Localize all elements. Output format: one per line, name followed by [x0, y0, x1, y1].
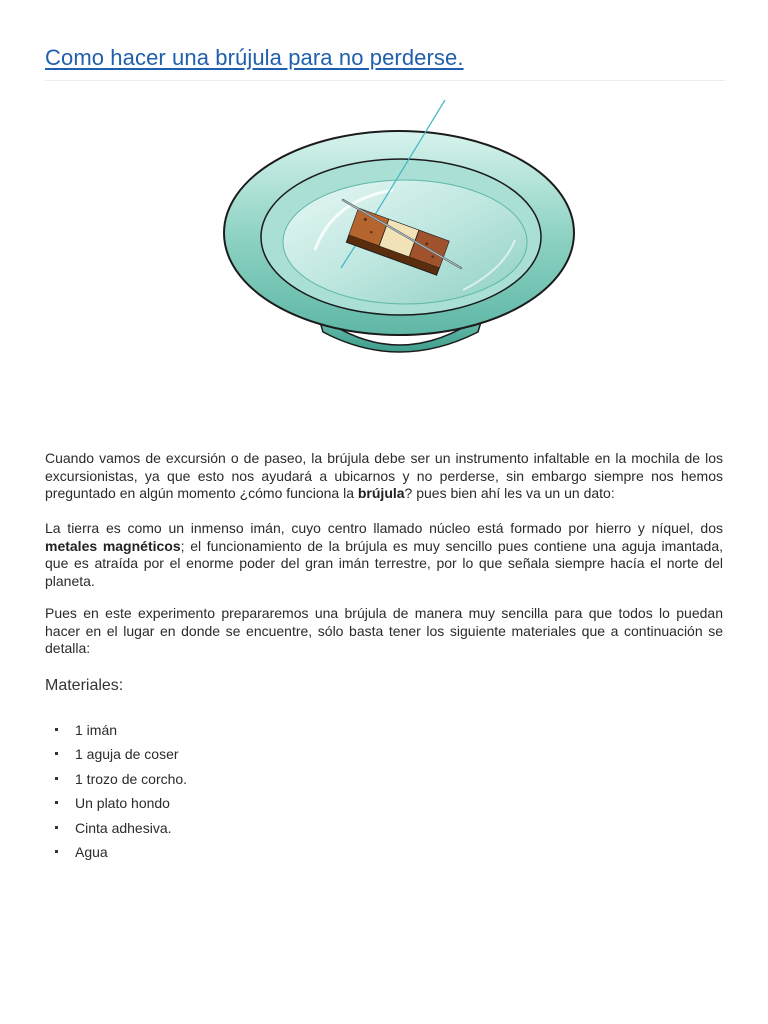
- list-item-label: Agua: [75, 843, 108, 860]
- list-item: [45, 793, 187, 817]
- list-item-label: 1 imán: [75, 722, 118, 738]
- compass-plate-illustration: [223, 100, 575, 366]
- bullet-icon: [55, 752, 58, 755]
- title-divider: [45, 80, 725, 81]
- bold-term-metales: metales magnéticos: [45, 537, 181, 554]
- paragraph-intro: [45, 450, 723, 503]
- list-item-label: 1 aguja de coser: [75, 746, 179, 763]
- materials-heading: Materiales:: [45, 677, 124, 694]
- bullet-icon: [55, 728, 58, 731]
- bullet-icon: [55, 777, 58, 780]
- list-item-label: Un plato hondo: [75, 795, 170, 812]
- paragraph-earth-magnet: [45, 520, 723, 590]
- paragraph-earth-magnet-end: ; el funcionamiento de la brújula es muy sencillo pues contiene una aguja imantada, que es atraída por el enorme poder del gran imán terrestre, por lo que señala siempre hacía el norte del planeta.: [45, 537, 723, 589]
- list-item: [45, 818, 187, 842]
- bullet-icon: [55, 850, 58, 853]
- list-item: [45, 769, 187, 793]
- materials-list: [45, 720, 187, 866]
- list-item: [45, 720, 187, 744]
- bullet-icon: [55, 801, 58, 804]
- bullet-icon: [55, 826, 58, 829]
- list-item-label: 1 trozo de corcho.: [75, 770, 188, 787]
- list-item-label: Cinta adhesiva.: [75, 819, 172, 836]
- bold-term-brujula: brújula: [357, 485, 405, 501]
- list-item: [45, 744, 187, 768]
- paragraph-earth-magnet-text: La tierra es como un inmenso imán, cuyo centro llamado núcleo está formado por hierro y níquel, dos: [45, 520, 723, 536]
- paragraph-intro-end: ? pues bien ahí les va un un dato:: [404, 485, 615, 501]
- paragraph-experiment: Pues en este experimento prepararemos una brújula de manera muy sencilla para que todos lo puedan hacer en el lugar en donde se encuentre, sólo basta tener los siguiente materiales que a continuación se detalla:: [45, 605, 723, 656]
- page-title: Como hacer una brújula para no perderse.: [45, 45, 464, 70]
- list-item: [45, 842, 187, 866]
- paragraph-intro-text: Cuando vamos de excursión o de paseo, la brújula debe ser un instrumento infaltable en la mochila de los excursionistas, ya que esto nos ayudará a ubicarnos y no perderse, sin embargo siempre nos hemos preguntado en algún momento ¿cómo funciona la: [45, 450, 723, 501]
